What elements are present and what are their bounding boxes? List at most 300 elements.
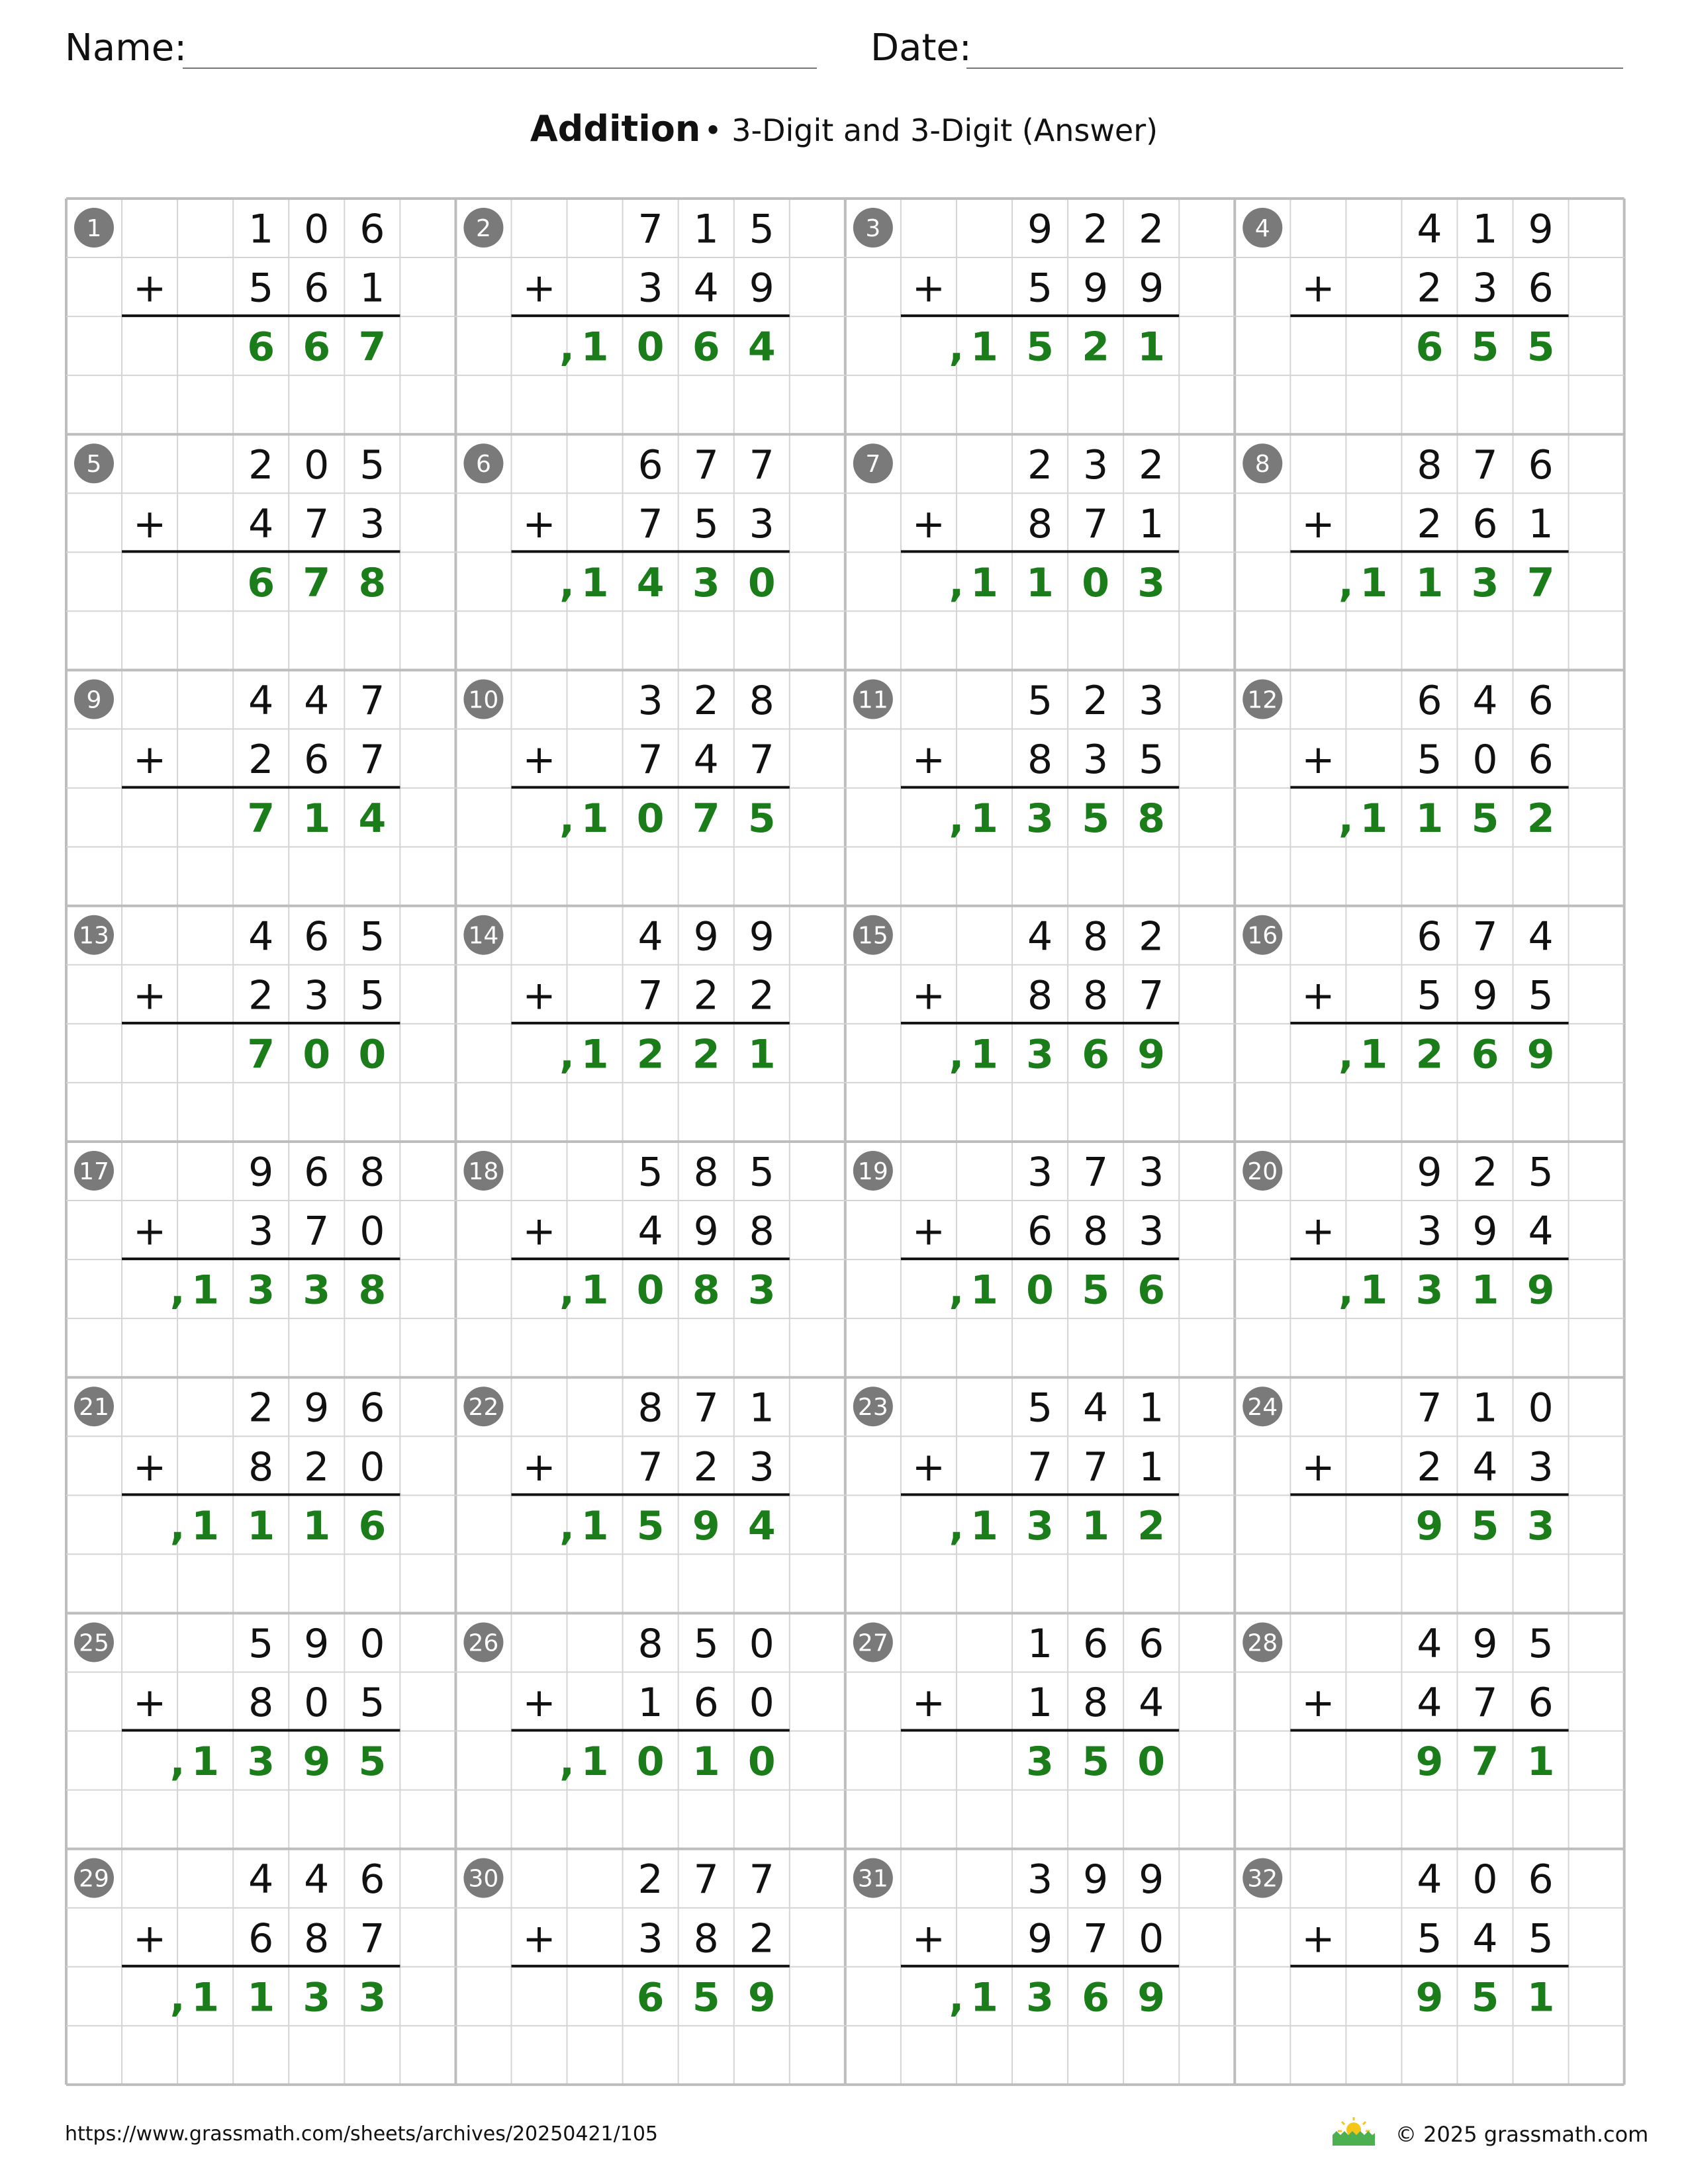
- addend-digit: 6: [1528, 1680, 1554, 1727]
- answer-digit[interactable]: 6: [358, 1502, 387, 1549]
- addend-digit: 3: [248, 1208, 274, 1255]
- addend-digit: 9: [1027, 206, 1053, 253]
- plus-operator: +: [132, 1915, 167, 1962]
- problem-12: [1243, 678, 1568, 842]
- answer-digit[interactable]: 5: [1471, 1974, 1499, 2021]
- answer-digit[interactable]: 0: [747, 559, 776, 606]
- addend-digit: 1: [1139, 1443, 1164, 1490]
- problem-number: 4: [1254, 215, 1270, 242]
- addend-digit: 4: [248, 913, 274, 960]
- problem-number: 23: [857, 1394, 888, 1422]
- answer-digit[interactable]: 1: [1526, 1739, 1555, 1786]
- addend-digit: 4: [248, 500, 274, 547]
- addend-digit: 7: [749, 441, 774, 488]
- answer-digit[interactable]: 0: [1082, 559, 1109, 606]
- addend-digit: 9: [304, 1620, 330, 1667]
- answer-digit[interactable]: 6: [1415, 324, 1444, 371]
- problem-2: [463, 206, 789, 371]
- answer-digit[interactable]: 9: [1415, 1502, 1444, 1549]
- addend-digit: 7: [1139, 972, 1164, 1019]
- addend-digit: 9: [1083, 1856, 1109, 1903]
- answer-digit[interactable]: 2: [1415, 1031, 1444, 1078]
- problem-number: 29: [79, 1865, 109, 1893]
- answer-digit[interactable]: 1: [581, 1031, 609, 1078]
- answer-digit[interactable]: 9: [303, 1739, 331, 1786]
- answer-digit[interactable]: 5: [1526, 324, 1555, 371]
- problem-14: [463, 913, 789, 1077]
- answer-digit[interactable]: 7: [358, 324, 387, 371]
- answer-digit[interactable]: 0: [636, 796, 665, 842]
- answer-digit[interactable]: 1: [247, 1502, 275, 1549]
- answer-digit[interactable]: 1: [191, 1502, 220, 1549]
- problem-number: 1: [86, 215, 102, 242]
- answer-comma: ,: [949, 324, 964, 371]
- addend-digit: 2: [637, 1856, 663, 1903]
- addend-digit: 6: [1027, 1208, 1053, 1255]
- plus-operator: +: [912, 1443, 946, 1490]
- answer-digit[interactable]: 7: [1526, 559, 1555, 606]
- answer-digit[interactable]: 2: [1137, 1502, 1166, 1549]
- addend-digit: 4: [1528, 1208, 1554, 1255]
- answer-digit[interactable]: 3: [1026, 1739, 1054, 1786]
- answer-digit[interactable]: 3: [303, 1974, 331, 2021]
- plus-operator: +: [912, 737, 946, 784]
- answer-digit[interactable]: 0: [1137, 1739, 1166, 1786]
- addend-digit: 7: [693, 441, 719, 488]
- plus-operator: +: [912, 500, 946, 547]
- answer-digit[interactable]: 1: [970, 1267, 998, 1314]
- addend-digit: 2: [248, 441, 274, 488]
- addend-digit: 0: [304, 441, 330, 488]
- addend-digit: 4: [637, 913, 663, 960]
- problem-26: [463, 1621, 789, 1785]
- addend-digit: 4: [693, 265, 719, 312]
- addend-digit: 6: [1528, 737, 1554, 784]
- addend-digit: 3: [1027, 1856, 1053, 1903]
- addend-digit: 9: [1528, 206, 1554, 253]
- problem-20: [1243, 1149, 1568, 1313]
- answer-comma: ,: [169, 1739, 185, 1786]
- addend-digit: 6: [1083, 1620, 1109, 1667]
- answer-digit[interactable]: 1: [1415, 796, 1444, 842]
- addend-digit: 1: [359, 265, 385, 312]
- answer-digit[interactable]: 1: [303, 1502, 331, 1549]
- footer-copyright: © 2025 grassmath.com: [1395, 2122, 1649, 2147]
- addend-digit: 2: [749, 1915, 774, 1962]
- answer-digit[interactable]: 1: [970, 1031, 998, 1078]
- answer-digit[interactable]: 3: [1526, 1502, 1555, 1549]
- grass-sun-logo-icon: [1327, 2115, 1380, 2147]
- answer-digit[interactable]: 1: [970, 796, 998, 842]
- plus-operator: +: [522, 737, 556, 784]
- answer-digit[interactable]: 1: [1360, 1267, 1388, 1314]
- problem-number: 25: [79, 1629, 109, 1657]
- answer-digit[interactable]: 7: [303, 559, 331, 606]
- plus-operator: +: [522, 1680, 556, 1727]
- problem-number: 22: [468, 1394, 499, 1422]
- addend-digit: 8: [637, 1385, 663, 1432]
- addend-digit: 3: [1417, 1208, 1442, 1255]
- answer-digit[interactable]: 6: [1082, 1031, 1109, 1078]
- addend-digit: 4: [1472, 1915, 1498, 1962]
- answer-comma: ,: [1338, 796, 1354, 842]
- answer-digit[interactable]: 2: [1526, 796, 1555, 842]
- answer-digit[interactable]: 0: [636, 1739, 665, 1786]
- problem-number: 5: [86, 451, 102, 478]
- addend-digit: 4: [248, 678, 274, 725]
- answer-digit[interactable]: 1: [692, 1739, 720, 1786]
- addend-digit: 2: [693, 1443, 719, 1490]
- answer-digit[interactable]: 1: [191, 1974, 220, 2021]
- answer-digit[interactable]: 1: [303, 796, 331, 842]
- answer-digit[interactable]: 8: [692, 1267, 720, 1314]
- addend-digit: 3: [304, 972, 330, 1019]
- answer-digit[interactable]: 0: [636, 324, 665, 371]
- addend-digit: 7: [637, 206, 663, 253]
- answer-digit[interactable]: 1: [581, 1267, 609, 1314]
- addend-digit: 3: [1027, 1149, 1053, 1196]
- problem-number: 14: [468, 922, 499, 950]
- answer-digit[interactable]: 6: [303, 324, 331, 371]
- answer-comma: ,: [1338, 1031, 1354, 1078]
- title-sub: • 3-Digit and 3-Digit (Answer): [704, 113, 1158, 148]
- answer-digit[interactable]: 1: [581, 796, 609, 842]
- plus-operator: +: [1301, 1208, 1335, 1255]
- addend-digit: 9: [1083, 265, 1109, 312]
- plus-operator: +: [132, 1443, 167, 1490]
- addend-digit: 4: [1139, 1680, 1164, 1727]
- answer-digit[interactable]: 1: [1360, 559, 1388, 606]
- answer-digit[interactable]: 1: [970, 324, 998, 371]
- answer-digit[interactable]: 7: [247, 1031, 275, 1078]
- problem-number: 12: [1247, 686, 1278, 714]
- plus-operator: +: [1301, 500, 1335, 547]
- addend-digit: 3: [637, 678, 663, 725]
- addend-digit: 8: [749, 678, 774, 725]
- addend-digit: 2: [1417, 1443, 1442, 1490]
- addend-digit: 3: [637, 265, 663, 312]
- answer-comma: ,: [949, 559, 964, 606]
- addend-digit: 1: [248, 206, 274, 253]
- answer-digit[interactable]: 4: [636, 559, 665, 606]
- answer-digit[interactable]: 9: [1137, 1031, 1166, 1078]
- plus-operator: +: [1301, 265, 1335, 312]
- answer-digit[interactable]: 3: [1471, 559, 1499, 606]
- answer-digit[interactable]: 2: [636, 1031, 665, 1078]
- plus-operator: +: [132, 500, 167, 547]
- problem-13: [74, 913, 400, 1077]
- addend-digit: 8: [304, 1915, 330, 1962]
- answer-digit[interactable]: 5: [747, 796, 776, 842]
- addend-digit: 3: [1083, 441, 1109, 488]
- answer-comma: ,: [559, 1267, 575, 1314]
- addend-digit: 1: [637, 1680, 663, 1727]
- addend-digit: 5: [1528, 1620, 1554, 1667]
- answer-digit[interactable]: 1: [581, 559, 609, 606]
- problem-number: 17: [79, 1158, 109, 1185]
- answer-digit[interactable]: 9: [1415, 1974, 1444, 2021]
- addend-digit: 0: [1472, 737, 1498, 784]
- answer-comma: ,: [169, 1974, 185, 2021]
- addend-digit: 9: [1139, 1856, 1164, 1903]
- problem-9: [74, 678, 400, 842]
- answer-digit[interactable]: 1: [581, 1502, 609, 1549]
- problem-number: 16: [1247, 922, 1278, 950]
- problem-29: [74, 1856, 400, 2021]
- answer-digit[interactable]: 3: [692, 559, 720, 606]
- problem-16: [1243, 913, 1568, 1077]
- plus-operator: +: [132, 265, 167, 312]
- addend-digit: 9: [693, 1208, 719, 1255]
- answer-digit[interactable]: 1: [1360, 796, 1388, 842]
- addend-digit: 5: [1027, 1385, 1053, 1432]
- problem-number: 11: [857, 686, 888, 714]
- answer-digit[interactable]: 2: [692, 1031, 720, 1078]
- answer-digit[interactable]: 0: [747, 1739, 776, 1786]
- answer-digit[interactable]: 1: [1082, 1502, 1109, 1549]
- answer-digit[interactable]: 6: [247, 324, 275, 371]
- addend-digit: 5: [248, 265, 274, 312]
- problem-23: [853, 1385, 1179, 1549]
- answer-digit[interactable]: 1: [1360, 1031, 1388, 1078]
- problem-17: [74, 1149, 400, 1313]
- answer-digit[interactable]: 3: [1415, 1267, 1444, 1314]
- addend-digit: 7: [1417, 1385, 1442, 1432]
- addend-digit: 5: [1417, 737, 1442, 784]
- addend-digit: 0: [359, 1620, 385, 1667]
- answer-digit[interactable]: 8: [358, 1267, 387, 1314]
- addend-digit: 8: [637, 1620, 663, 1667]
- problem-1: [74, 206, 400, 371]
- addend-digit: 4: [304, 678, 330, 725]
- problem-number: 27: [857, 1629, 888, 1657]
- footer-url[interactable]: https://www.grassmath.com/sheets/archives/20250421/105: [65, 2122, 659, 2146]
- answer-digit[interactable]: 4: [747, 1502, 776, 1549]
- answer-digit[interactable]: 9: [692, 1502, 720, 1549]
- grid-lines: [66, 199, 1624, 2085]
- answer-digit[interactable]: 5: [636, 1502, 665, 1549]
- answer-digit[interactable]: 2: [1082, 324, 1109, 371]
- answer-digit[interactable]: 9: [1526, 1031, 1555, 1078]
- plus-operator: +: [132, 1680, 167, 1727]
- addend-digit: 7: [749, 737, 774, 784]
- name-label: Name:: [65, 26, 187, 69]
- answer-digit[interactable]: 6: [1082, 1974, 1109, 2021]
- answer-digit[interactable]: 6: [692, 324, 720, 371]
- addend-digit: 9: [1472, 1620, 1498, 1667]
- answer-digit[interactable]: 9: [1415, 1739, 1444, 1786]
- answer-digit[interactable]: 1: [970, 1502, 998, 1549]
- answer-digit[interactable]: 6: [1137, 1267, 1166, 1314]
- answer-digit[interactable]: 1: [247, 1974, 275, 2021]
- addend-digit: 9: [248, 1149, 274, 1196]
- addend-digit: 8: [1417, 441, 1442, 488]
- answer-digit[interactable]: 5: [1471, 796, 1499, 842]
- answer-digit[interactable]: 5: [1471, 1502, 1499, 1549]
- answer-digit[interactable]: 3: [1026, 1031, 1054, 1078]
- answer-digit[interactable]: 5: [358, 1739, 387, 1786]
- addend-digit: 6: [1472, 500, 1498, 547]
- plus-operator: +: [912, 1915, 946, 1962]
- answer-digit[interactable]: 7: [247, 796, 275, 842]
- addend-digit: 7: [637, 1443, 663, 1490]
- addend-digit: 2: [248, 972, 274, 1019]
- answer-digit[interactable]: 6: [247, 559, 275, 606]
- addend-digit: 6: [1528, 678, 1554, 725]
- addend-digit: 3: [1139, 1149, 1164, 1196]
- addend-digit: 3: [749, 500, 774, 547]
- plus-operator: +: [1301, 1443, 1335, 1490]
- answer-digit[interactable]: 1: [1471, 1267, 1499, 1314]
- problem-22: [463, 1385, 789, 1549]
- answer-comma: ,: [559, 1031, 575, 1078]
- addend-digit: 9: [1417, 1149, 1442, 1196]
- addend-digit: 7: [1472, 441, 1498, 488]
- answer-digit[interactable]: 4: [747, 324, 776, 371]
- answer-comma: ,: [559, 324, 575, 371]
- problem-10: [463, 678, 789, 842]
- addend-digit: 1: [1027, 1680, 1053, 1727]
- answer-digit[interactable]: 4: [358, 796, 387, 842]
- addend-digit: 3: [1139, 1208, 1164, 1255]
- answer-digit[interactable]: 3: [1026, 1502, 1054, 1549]
- answer-digit[interactable]: 1: [581, 1739, 609, 1786]
- answer-digit[interactable]: 1: [970, 559, 998, 606]
- answer-digit[interactable]: 0: [636, 1267, 665, 1314]
- answer-comma: ,: [559, 1739, 575, 1786]
- answer-digit[interactable]: 3: [247, 1267, 275, 1314]
- addend-digit: 7: [1027, 1443, 1053, 1490]
- addend-digit: 1: [1472, 1385, 1498, 1432]
- addend-digit: 8: [1027, 737, 1053, 784]
- answer-digit[interactable]: 1: [1526, 1974, 1555, 2021]
- addend-digit: 3: [1528, 1443, 1554, 1490]
- answer-digit[interactable]: 3: [247, 1739, 275, 1786]
- plus-operator: +: [1301, 1680, 1335, 1727]
- plus-operator: +: [1301, 972, 1335, 1019]
- addend-digit: 6: [637, 441, 663, 488]
- plus-operator: +: [132, 737, 167, 784]
- answer-digit[interactable]: 3: [1137, 559, 1166, 606]
- answer-digit[interactable]: 9: [1137, 1974, 1166, 2021]
- answer-digit[interactable]: 5: [1082, 796, 1109, 842]
- answer-digit[interactable]: 3: [303, 1267, 331, 1314]
- addend-digit: 6: [248, 1915, 274, 1962]
- answer-digit[interactable]: 3: [1026, 1974, 1054, 2021]
- addend-digit: 2: [248, 737, 274, 784]
- answer-digit[interactable]: 1: [1026, 559, 1054, 606]
- answer-digit[interactable]: 9: [1526, 1267, 1555, 1314]
- answer-digit[interactable]: 1: [581, 324, 609, 371]
- addend-digit: 2: [749, 972, 774, 1019]
- answer-digit[interactable]: 7: [1471, 1739, 1499, 1786]
- addend-digit: 1: [1027, 1620, 1053, 1667]
- answer-digit[interactable]: 6: [1471, 1031, 1499, 1078]
- answer-digit[interactable]: 5: [1026, 324, 1054, 371]
- answer-comma: ,: [949, 1974, 964, 2021]
- answer-digit[interactable]: 5: [1082, 1267, 1109, 1314]
- addend-digit: 8: [693, 1915, 719, 1962]
- answer-digit[interactable]: 1: [191, 1267, 220, 1314]
- addend-digit: 7: [1472, 913, 1498, 960]
- addend-digit: 2: [1139, 206, 1164, 253]
- addend-digit: 6: [1528, 265, 1554, 312]
- addend-digit: 3: [1083, 737, 1109, 784]
- answer-comma: ,: [949, 1267, 964, 1314]
- answer-digit[interactable]: 3: [747, 1267, 776, 1314]
- answer-digit[interactable]: 0: [303, 1031, 331, 1078]
- addend-digit: 4: [1528, 913, 1554, 960]
- answer-comma: ,: [169, 1267, 185, 1314]
- problem-number: 2: [475, 215, 491, 242]
- addend-digit: 7: [749, 1856, 774, 1903]
- answer-digit[interactable]: 1: [1415, 559, 1444, 606]
- addend-digit: 8: [1027, 972, 1053, 1019]
- answer-digit[interactable]: 6: [636, 1974, 665, 2021]
- addend-digit: 8: [693, 1149, 719, 1196]
- problem-number: 19: [857, 1158, 888, 1185]
- answer-digit[interactable]: 1: [970, 1974, 998, 2021]
- answer-digit[interactable]: 8: [1137, 796, 1166, 842]
- answer-digit[interactable]: 5: [1471, 324, 1499, 371]
- addend-digit: 7: [1083, 1443, 1109, 1490]
- addend-digit: 7: [1472, 1680, 1498, 1727]
- plus-operator: +: [912, 972, 946, 1019]
- answer-digit[interactable]: 5: [692, 1974, 720, 2021]
- addend-digit: 5: [693, 1620, 719, 1667]
- answer-digit[interactable]: 1: [191, 1739, 220, 1786]
- answer-digit[interactable]: 1: [1137, 324, 1166, 371]
- addend-digit: 0: [749, 1620, 774, 1667]
- addend-digit: 0: [749, 1680, 774, 1727]
- answer-digit[interactable]: 9: [747, 1974, 776, 2021]
- answer-comma: ,: [559, 1502, 575, 1549]
- answer-comma: ,: [949, 796, 964, 842]
- addend-digit: 6: [1417, 678, 1442, 725]
- answer-digit[interactable]: 7: [692, 796, 720, 842]
- addend-digit: 5: [1417, 972, 1442, 1019]
- answer-digit[interactable]: 0: [1026, 1267, 1054, 1314]
- answer-digit[interactable]: 5: [1082, 1739, 1109, 1786]
- addend-digit: 5: [1528, 1915, 1554, 1962]
- addend-digit: 2: [1027, 441, 1053, 488]
- problem-number: 9: [86, 686, 102, 714]
- addend-digit: 6: [1528, 441, 1554, 488]
- addend-digit: 7: [693, 1856, 719, 1903]
- addend-digit: 5: [693, 500, 719, 547]
- addend-digit: 6: [1528, 1856, 1554, 1903]
- addend-digit: 4: [248, 1856, 274, 1903]
- addend-digit: 8: [749, 1208, 774, 1255]
- addend-digit: 0: [304, 206, 330, 253]
- answer-digit[interactable]: 1: [747, 1031, 776, 1078]
- addend-digit: 5: [359, 913, 385, 960]
- addend-digit: 2: [693, 678, 719, 725]
- problem-30: [463, 1856, 789, 2021]
- problem-28: [1243, 1621, 1568, 1785]
- answer-digit[interactable]: 8: [358, 559, 387, 606]
- addend-digit: 6: [359, 1385, 385, 1432]
- answer-digit[interactable]: 0: [358, 1031, 387, 1078]
- addend-digit: 7: [359, 1915, 385, 1962]
- problem-24: [1243, 1385, 1568, 1549]
- problem-21: [74, 1385, 400, 1549]
- addend-digit: 7: [693, 1385, 719, 1432]
- answer-digit[interactable]: 3: [1026, 796, 1054, 842]
- addend-digit: 0: [359, 1208, 385, 1255]
- answer-comma: ,: [949, 1031, 964, 1078]
- answer-digit[interactable]: 3: [358, 1974, 387, 2021]
